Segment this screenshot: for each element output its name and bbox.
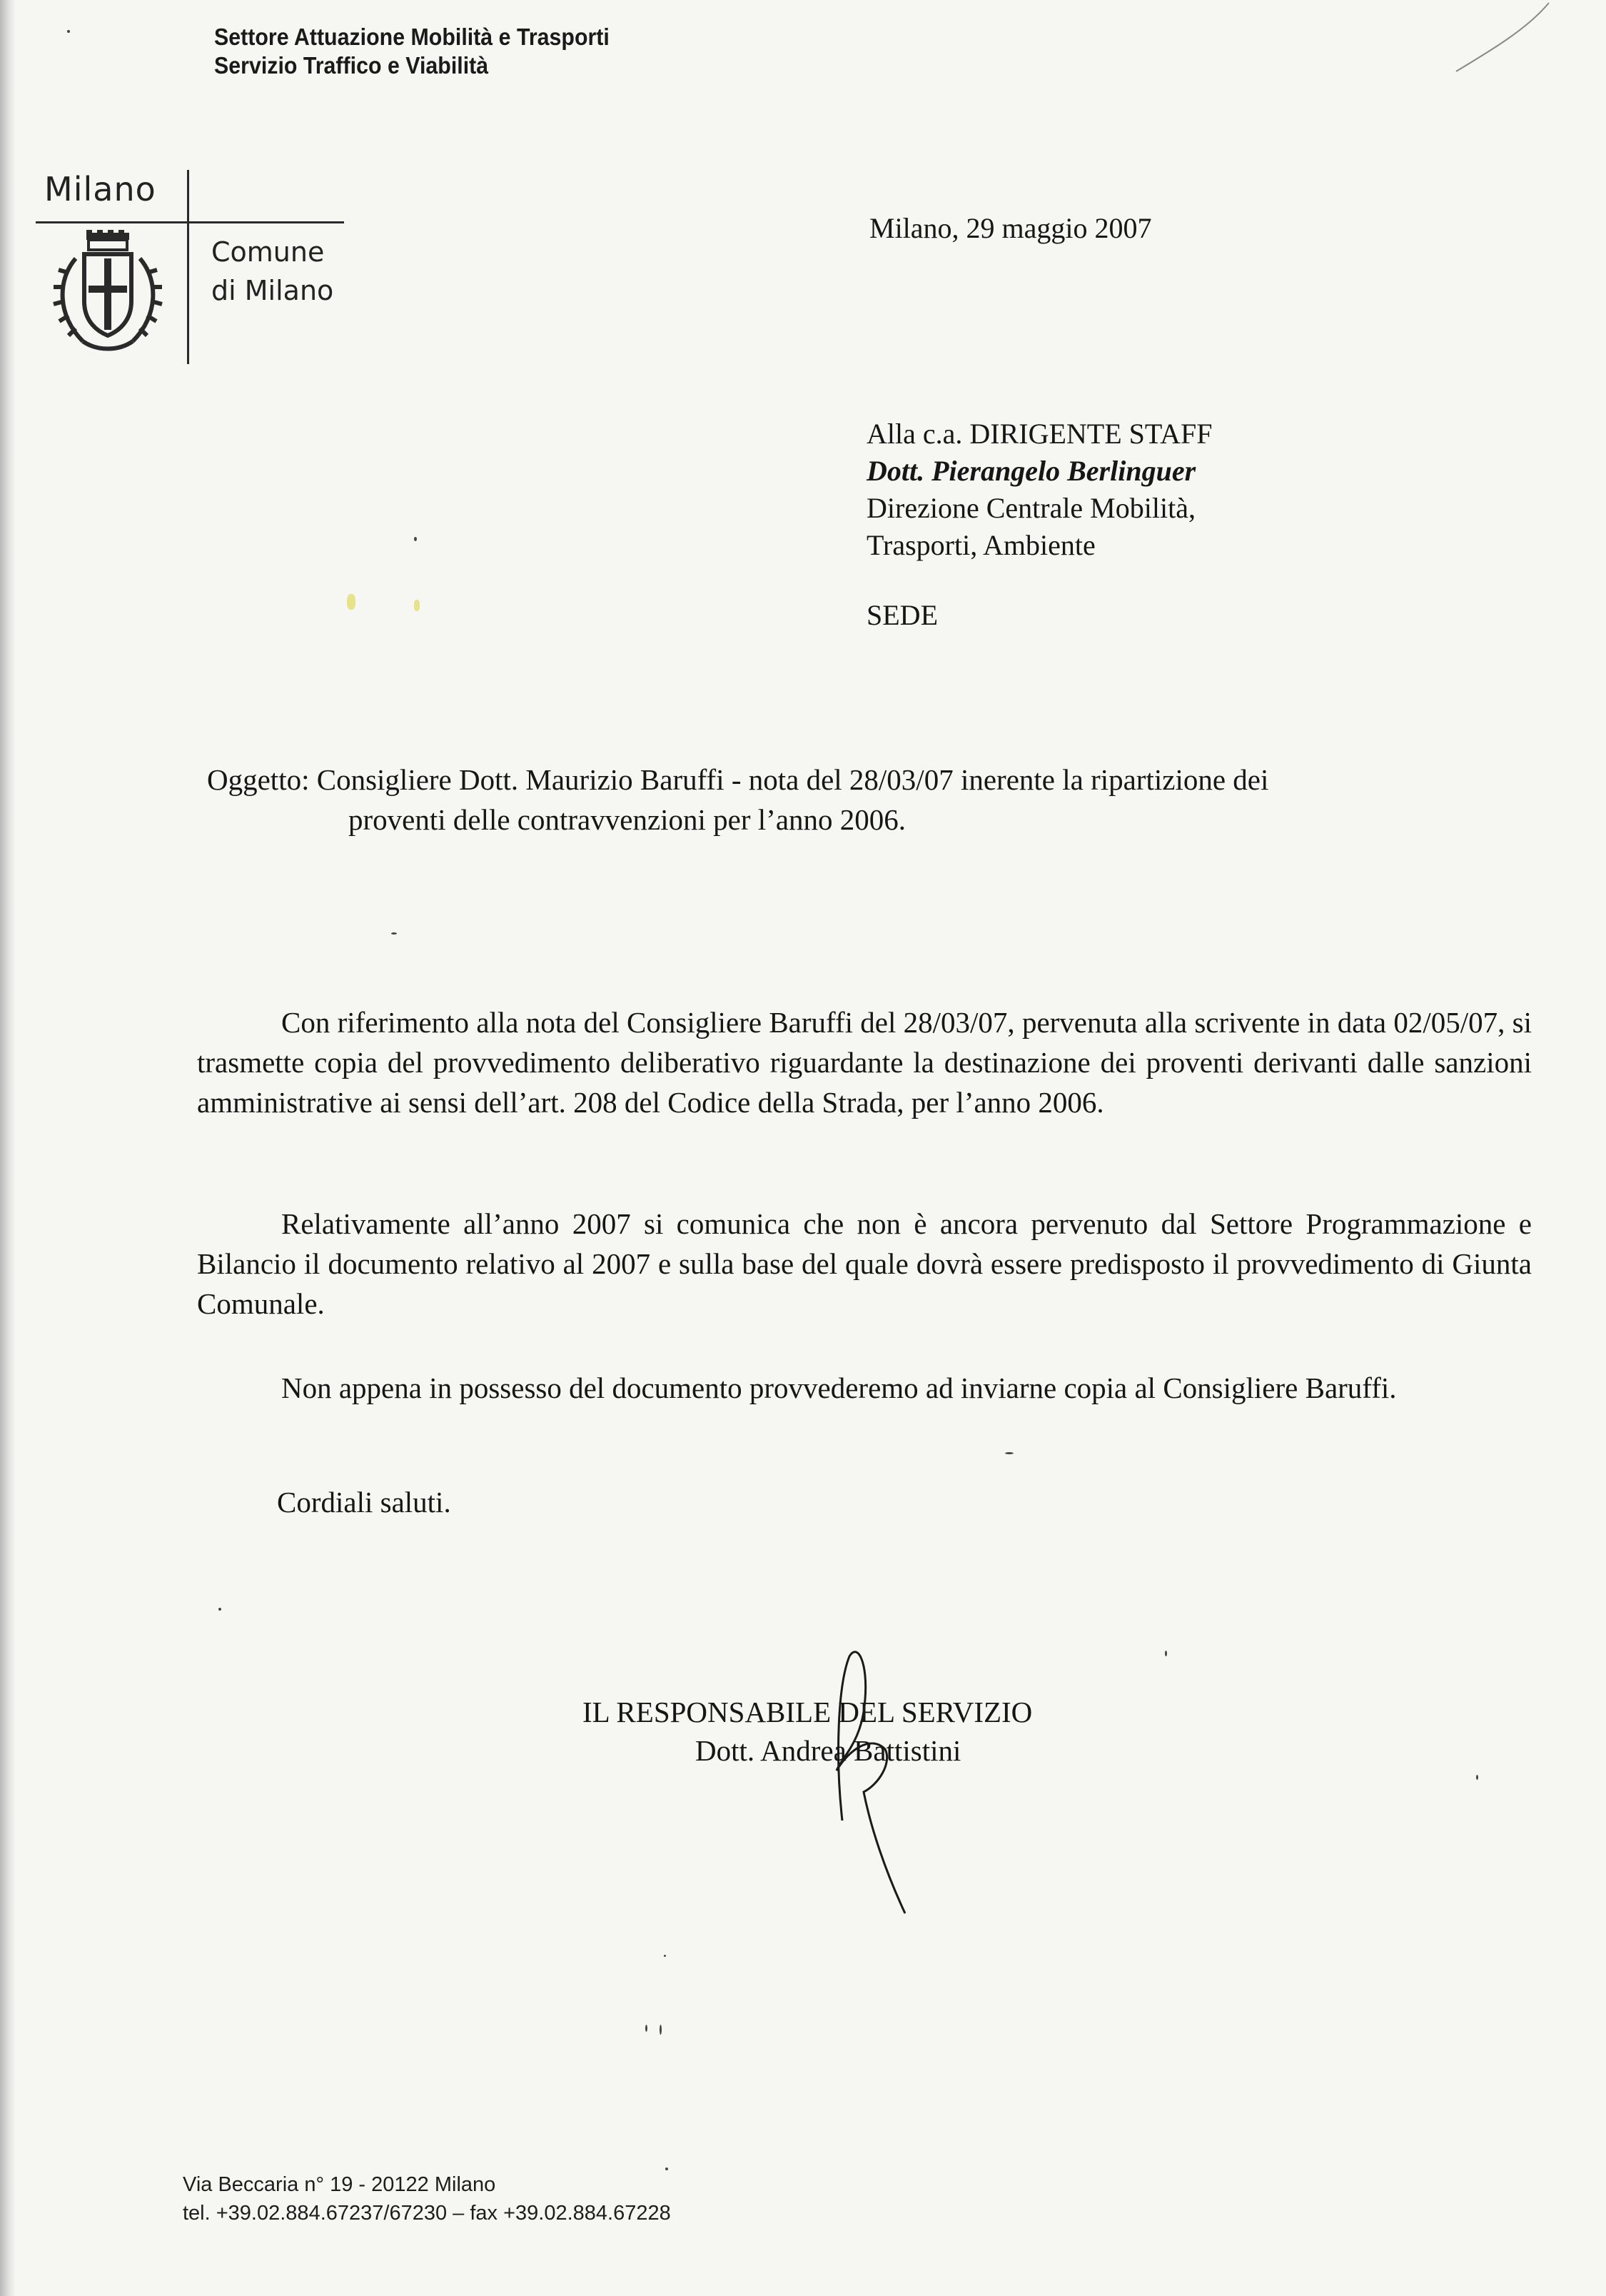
logo-comune-line2: di Milano (211, 275, 334, 306)
scan-speck (1165, 1651, 1167, 1656)
scan-speck (1476, 1775, 1478, 1780)
logo-divider-horizontal (36, 221, 344, 223)
closing-greeting: Cordiali saluti. (277, 1486, 451, 1519)
paper-crease-mark (1406, 0, 1563, 86)
logo-comune-text (211, 233, 333, 310)
logo-divider-vertical (187, 170, 189, 364)
handwritten-signature (821, 1642, 914, 1928)
recipient-name: Dott. Pierangelo Berlinguer (867, 455, 1196, 487)
scan-speck (665, 2167, 668, 2170)
scan-speck (645, 2025, 647, 2032)
subject-block (207, 760, 1542, 840)
letter-date: Milano, 29 maggio 2007 (869, 212, 1152, 244)
subject-line1: Oggetto: Consigliere Dott. Maurizio Baruffi - nota del 28/03/07 inerente la ripartizione dei (207, 763, 1269, 796)
scan-speck (660, 2025, 662, 2035)
scan-speck (67, 30, 70, 33)
logo-comune-line1: Comune (211, 236, 325, 268)
recipient-block (867, 416, 1213, 564)
recipient-department: Direzione Centrale Mobilità, (867, 492, 1196, 524)
body-paragraph-1: Con riferimento alla nota del Consigliere Baruffi del 28/03/07, pervenuta alla scrivente in data 02/05/07, si trasmette copia del provvedimento deliberativo riguardante la destinazione dei proventi derivanti dalle sanzioni amministrative ai sensi dell’art. 208 del Codice della Strada, per l’anno 2006. (197, 1006, 1532, 1119)
scan-speck (414, 600, 420, 611)
body-paragraph-3: Non appena in possesso del documento provvederemo ad inviarne copia al Consigliere Baruffi. (281, 1371, 1397, 1404)
scan-speck (218, 1608, 221, 1611)
scan-speck (391, 932, 397, 935)
signatory-name: Dott. Andrea Battistini (695, 1734, 961, 1767)
footer-contacts (183, 2170, 671, 2227)
subject-line2: proventi delle contravvenzioni per l’anno 2006. (348, 803, 906, 836)
recipient-department-cont: Trasporti, Ambiente (867, 529, 1096, 561)
recipient-sede: SEDE (867, 599, 938, 631)
department-header (214, 23, 610, 80)
signatory-title: IL RESPONSABILE DEL SERVIZIO (582, 1696, 1033, 1728)
body-paragraph-2: Relativamente all’anno 2007 si comunica che non è ancora pervenuto dal Settore Programmazione e Bilancio il documento relativo al 2007 e sulla base del quale dovrà essere predisposto il provvedimento di Giunta Comunale. (197, 1207, 1532, 1320)
recipient-line-attention: Alla c.a. DIRIGENTE STAFF (867, 418, 1213, 450)
scan-speck (664, 1955, 666, 1957)
department-name: Settore Attuazione Mobilità e Trasporti (214, 24, 610, 50)
scan-shadow (0, 0, 16, 2296)
service-name: Servizio Traffico e Viabilità (214, 52, 489, 79)
scan-speck (1005, 1452, 1014, 1454)
coat-of-arms-icon (47, 230, 168, 353)
footer-address: Via Beccaria n° 19 - 20122 Milano (183, 2173, 496, 2196)
scan-speck (347, 594, 355, 610)
logo-city-name: Milano (44, 170, 156, 208)
scan-speck (414, 537, 417, 541)
footer-phone-fax: tel. +39.02.884.67237/67230 – fax +39.02.884.67228 (183, 2202, 671, 2225)
